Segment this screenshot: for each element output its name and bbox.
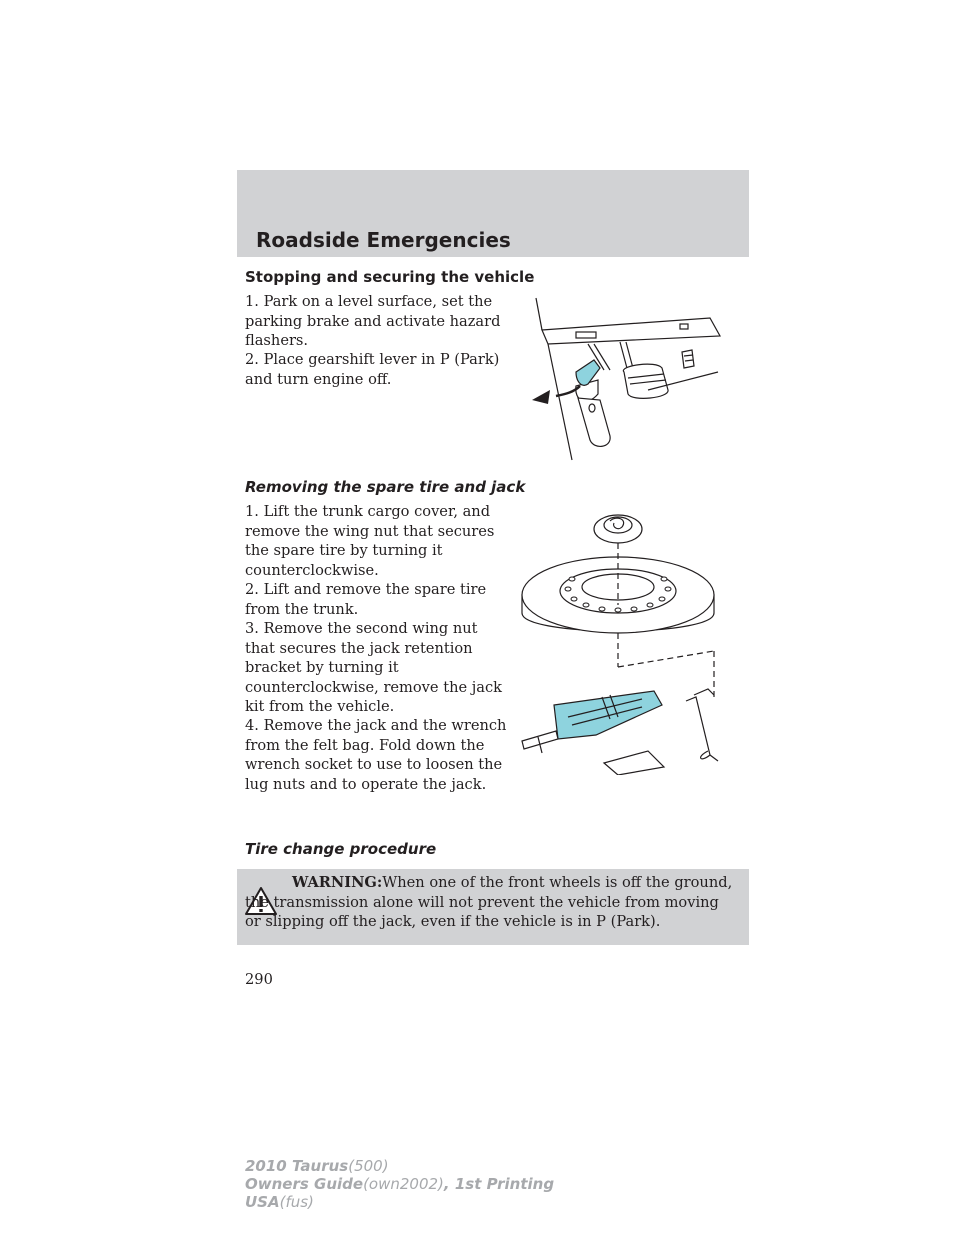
pedals-illustration bbox=[528, 290, 724, 462]
step-paragraph: 4. Remove the jack and the wrench from the felt bag. Fold down the wrench socket to use to loosen the lug nuts and to operate the jack. bbox=[245, 717, 507, 793]
footer bbox=[245, 1157, 554, 1211]
footer-printing: , 1st Printing bbox=[443, 1175, 555, 1193]
section-heading-spare-tire: Removing the spare tire and jack bbox=[245, 478, 526, 496]
footer-model-code: (500) bbox=[348, 1157, 389, 1175]
section-heading-stopping: Stopping and securing the vehicle bbox=[245, 268, 535, 286]
warning-message: When one of the front wheels is off the ground, the transmission alone will not prevent the vehicle from moving or slipping off the jack, even if the vehicle is in P (Park). bbox=[245, 874, 733, 930]
step-paragraph: 1. Park on a level surface, set the parking brake and activate hazard flashers. bbox=[245, 293, 501, 349]
section-heading-tire-change: Tire change procedure bbox=[245, 840, 437, 858]
page-title: Roadside Emergencies bbox=[256, 228, 511, 252]
page-number: 290 bbox=[245, 971, 273, 988]
footer-guide: Owners Guide bbox=[245, 1175, 364, 1193]
footer-guide-code: (own2002) bbox=[363, 1175, 444, 1193]
step-paragraph: 2. Place gearshift lever in P (Park) and turn engine off. bbox=[245, 351, 500, 388]
step-paragraph: 1. Lift the trunk cargo cover, and remove the wing nut that secures the spare tire by turning it counterclockwise. bbox=[245, 503, 495, 579]
footer-region-code: (fus) bbox=[279, 1193, 314, 1211]
warning-label: WARNING: bbox=[292, 874, 383, 891]
footer-region: USA bbox=[245, 1193, 280, 1211]
warning-text bbox=[245, 873, 739, 932]
footer-model: 2010 Taurus bbox=[245, 1157, 349, 1175]
step-paragraph: 3. Remove the second wing nut that secures the jack retention bracket by turning it counterclockwise, remove the jack kit from the vehicle. bbox=[245, 620, 502, 715]
step-paragraph: 2. Lift and remove the spare tire from the trunk. bbox=[245, 581, 487, 618]
spare-tire-jack-illustration bbox=[518, 505, 730, 775]
